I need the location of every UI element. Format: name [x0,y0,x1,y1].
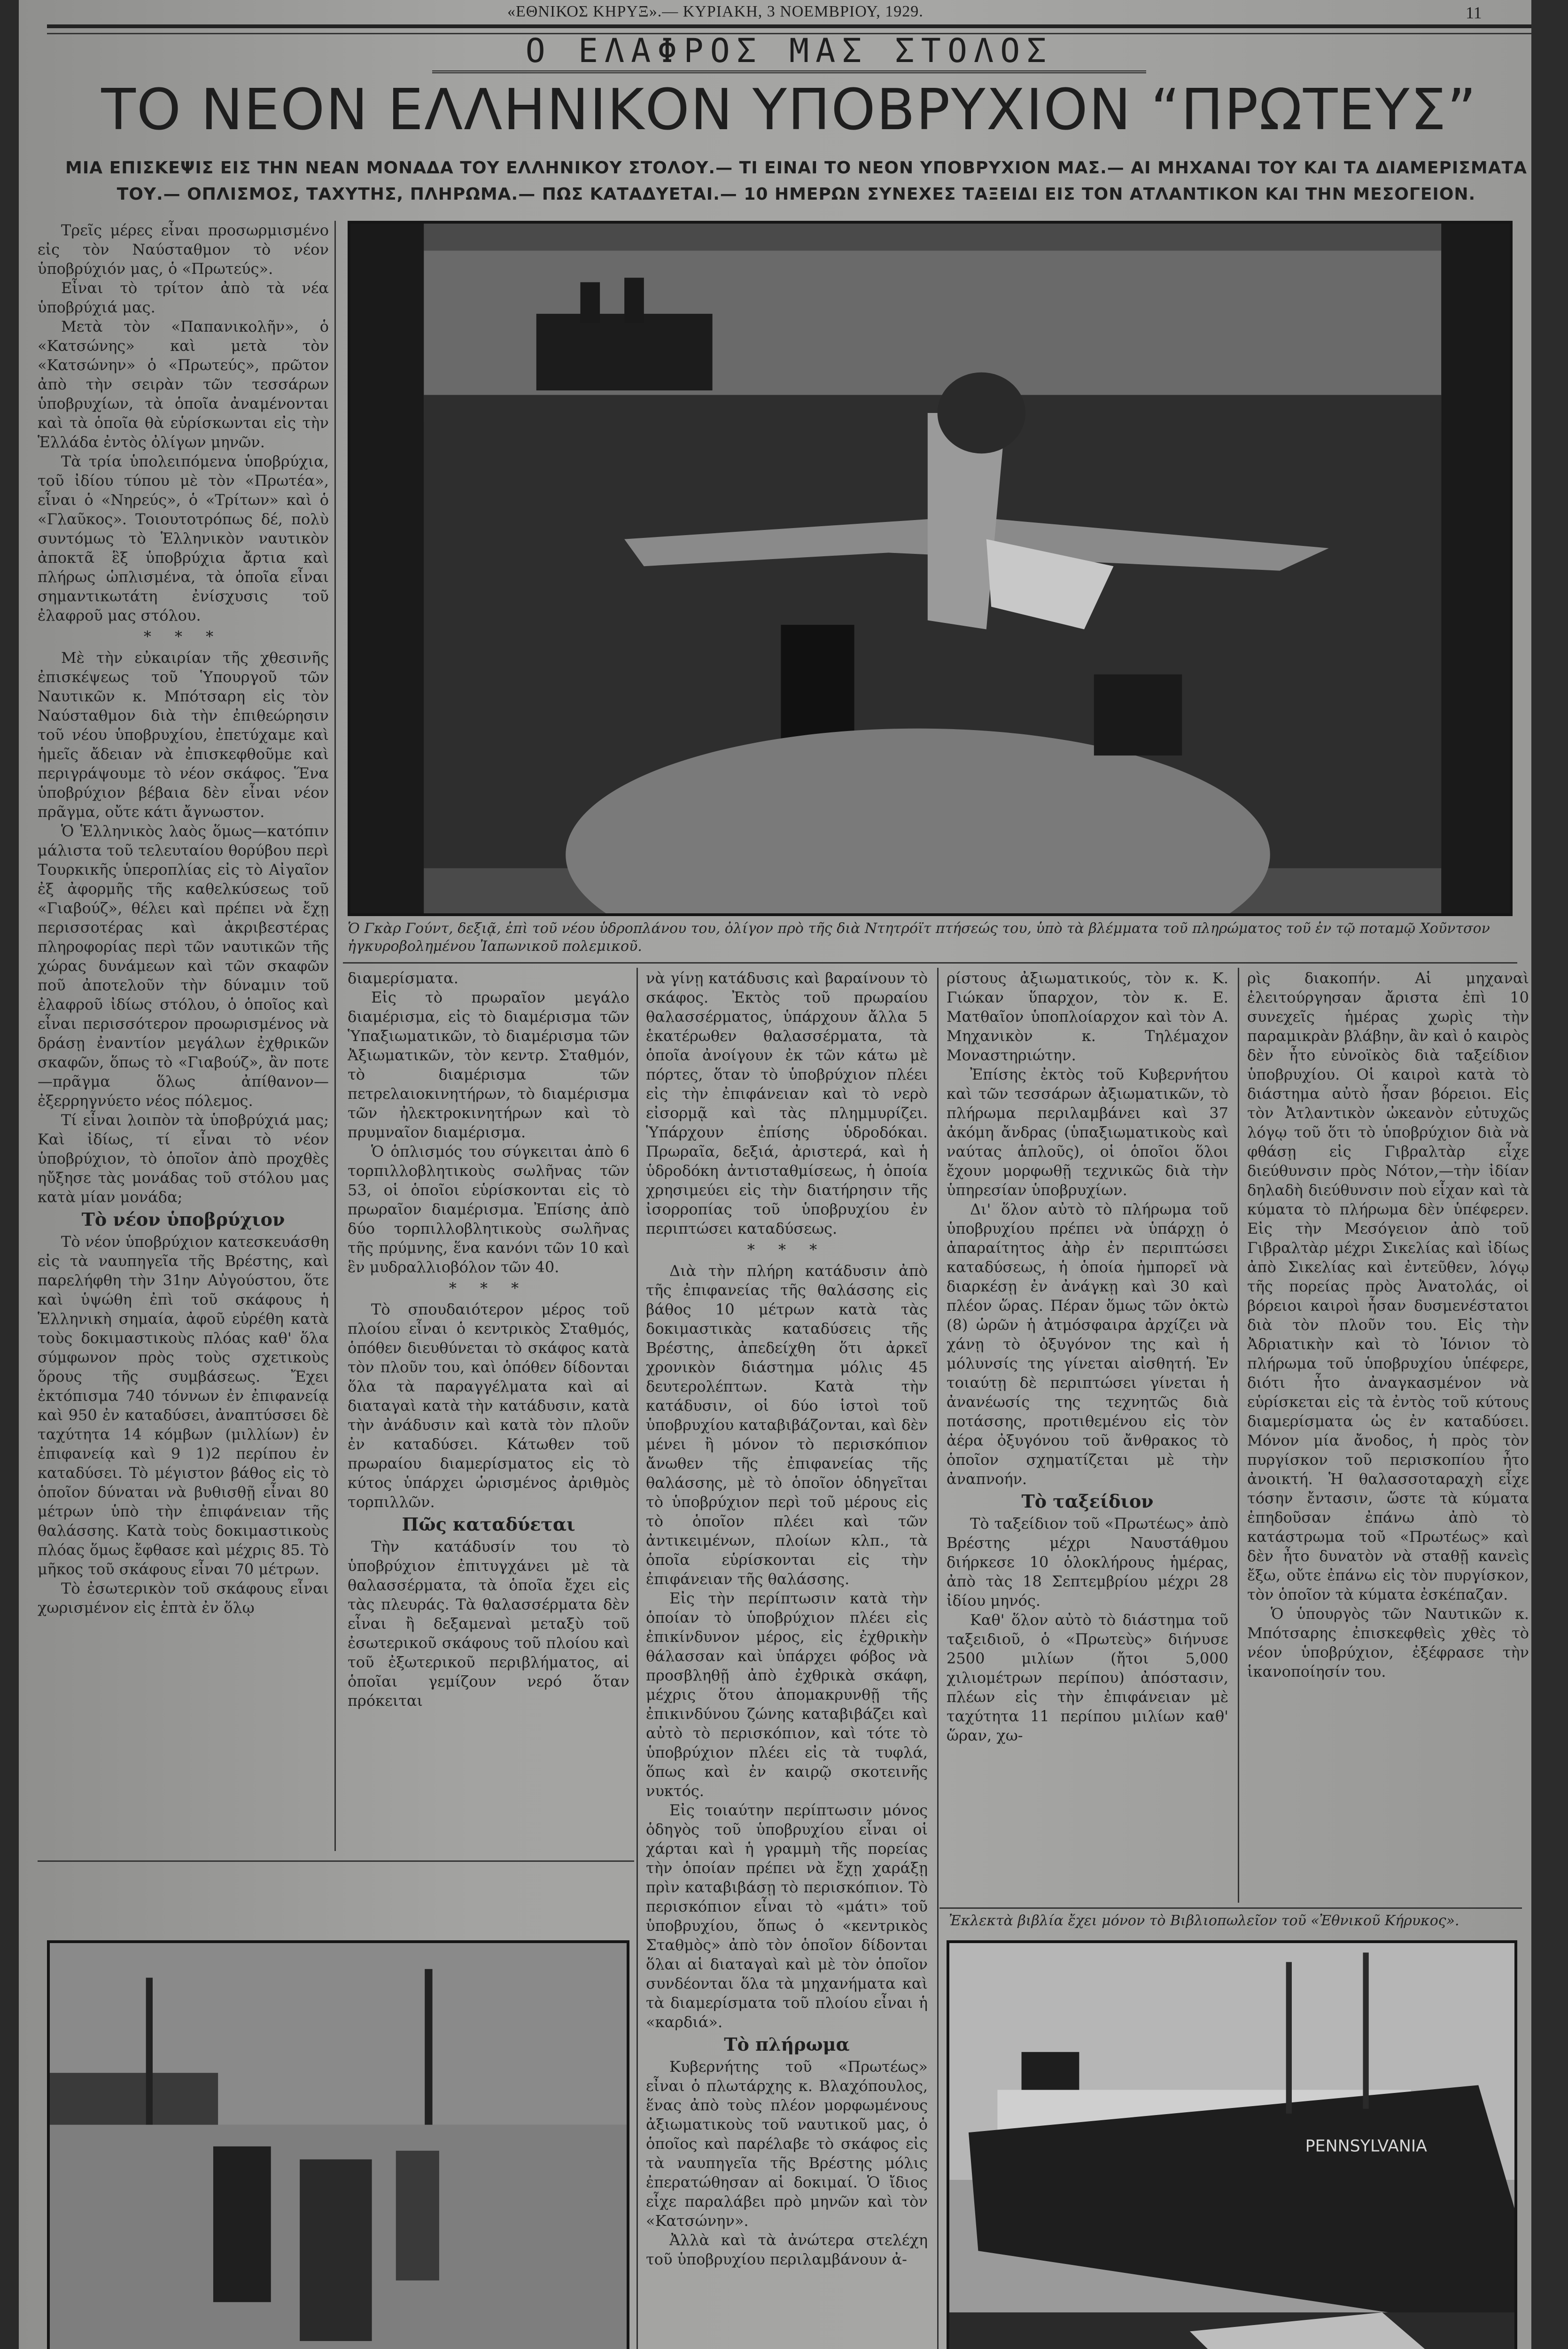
section-separator: * * * [449,1279,528,1297]
masthead: «ΕΘΝΙΚΟΣ ΚΗΡΥΞ».— ΚΥΡΙΑΚΗ, 3 ΝΟΕΜΒΡΙΟΥ, 1929. [507,3,924,20]
kicker: Ο ΕΛΑΦΡΟΣ ΜΑΣ ΣΤΟΛΟΣ [432,31,1146,73]
bookstore-notice: Ἐκλεκτὰ βιβλία ἔχει μόνον τὸ Βιβλιοπωλεῖον τοῦ «Ἐθνικοῦ Κήρυκος». [949,1913,1459,1929]
photo-caption-top: Ὁ Γκὰρ Γούντ, δεξιᾷ, ἐπὶ τοῦ νέου ὑδροπλάνου του, ὀλίγον πρὸ τῆς διὰ Ντητρόϊτ πτήσεώς του, ὑπὸ τὰ βλέμματα τοῦ πληρώματος τοῦ ἐν τῷ ποταμῷ Χοῦντσον ἠγκυροβολημένου Ἰαπωνικοῦ πολεμικοῦ. [348,920,1490,955]
paragraph: Εἰς τοιαύτην περίπτωσιν μόνος ὁδηγὸς τοῦ ὑποβρυχίου εἶναι οἱ χάρται καὶ ἡ γραμμὴ τῆς πορείας τὴν ὁποίαν πρέπει νὰ ἔχῃ χαράξῃ πρὶν καταβιβάσῃ τὸ περισκόπιον. Τὸ περισκόπιον εἶναι τὸ «μάτι» τοῦ ὑποβρυχίου, ὅπως ὁ «κεντρικὸς Σταθμὸς» ἀπὸ τὸν ὁποῖον δίδονται ὅλαι αἱ διαταγαὶ καὶ μὲ τὸν ὁποῖον συνδέονται ὅλα τὰ μηχανήματα καὶ τὰ διαμερίσματα τοῦ πλοίου εἶναι ἡ «καρδιά». [646,1801,928,2031]
section-separator: * * * [747,1241,827,1259]
paragraph: Τὸ ἐσωτερικὸν τοῦ σκάφους εἶναι χωρισμένον εἰς ἑπτὰ ἐν ὅλῳ [38,1579,329,1617]
paragraph: Εἰς τὸ πρωραῖον μεγάλο διαμέρισμα, εἰς τὸ διαμέρισμα τῶν Ὑπαξιωματικῶν, τὸ διαμέρισμα τῶν Ἀξιωματικῶν, τὸν κεντρ. Σταθμόν, τὸ διαμέρισμα τῶν πετρελαιοκινητήρων, τὸ διαμέρισμα τῶν ἠλεκτροκινητήρων καὶ τὸ πρυμναῖον διαμέρισμα. [348,988,629,1141]
photo-liner-pennsylvania [947,1940,1517,2349]
section-rule [38,1860,634,1862]
photo-seaplane [348,221,1513,916]
scan-border [1531,0,1568,2349]
section-rule [343,962,1517,964]
section-separator: * * * [143,628,223,646]
seaplane-photo-illustration [350,224,1510,913]
subheading: Τὸ πλήρωμα [724,2034,850,2055]
paragraph: Τρεῖς μέρες εἶναι προσωρμισμένο εἰς τὸν Ναύσταθμον τὸ νέον ὑποβρύχιόν μας, ὁ «Πρωτεύς». [38,221,329,278]
paragraph: Τὰ τρία ὑπολειπόμενα ὑποβρύχια, τοῦ ἰδίου τύπου μὲ τὸν «Πρωτέα», εἶναι ὁ «Νηρεύς», ὁ «Τρίτων» καὶ ὁ «Γλαῦκος». Τοιουτοτρόπως δέ, πολὺ συντόμως τὸ Ἑλληνικὸν ναυτικὸν ἀποκτᾶ ἓξ ὑποβρύχια ἄρτια καὶ πλήρως ὡπλισμένα, τὰ ὁποῖα εἶναι σημαντικωτάτη ἐνίσχυσις τοῦ ἐλαφροῦ μας στόλου. [38,452,329,624]
page-number: 11 [1466,3,1482,22]
paragraph: Ἀλλὰ καὶ τὰ ἀνώτερα στελέχη τοῦ ὑποβρυχίου περιλαμβάνουν ἀ- [646,2231,928,2268]
paragraph: Τὸ σπουδαιότερον μέρος τοῦ πλοίου εἶναι ὁ κεντρικὸς Σταθμός, ὁπόθεν διευθύνεται τὸ σκάφος κατὰ τὸν πλοῦν του, καὶ ὁπόθεν δίδονται ὅλα τὰ παραγγέλματα καὶ αἱ διαταγαὶ κατὰ τὴν κατάδυσιν, κατὰ τὴν ἀνάδυσιν καὶ κατὰ τὸν πλοῦν ἐν καταδύσει. Κάτωθεν τοῦ πρωραίου διαμερίσματος εἰς τὸ κύτος ὑπάρχει ὡρισμένος ἀριθμὸς τορπιλλῶν. [348,1300,629,1511]
paragraph: Καθ' ὅλον αὐτὸ τὸ διάστημα τοῦ ταξειδιοῦ, ὁ «Πρωτεὺς» διήνυσε 2500 μιλίων (ἤτοι 5,000 χιλιομέτρων περίπου) ἀπόστασιν, πλέων εἰς τὴν ἐπιφάνειαν μὲ ταχύτητα 11 περίπου μιλίων καθ' ὥραν, χω- [947,1611,1228,1744]
headline: ΤΟ ΝΕΟΝ ΕΛΛΗΝΙΚΟΝ ΥΠΟΒΡΥΧΙΟΝ “ΠΡΩΤΕΥΣ” [101,78,1477,143]
paragraph: Ὁ Ἑλληνικὸς λαὸς ὅμως—κατόπιν μάλιστα τοῦ τελευταίου θορύβου περὶ Τουρκικῆς ὑπεροπλίας εἰς τὸ Αἰγαῖον ἐξ ἀφορμῆς τῆς καθελκύσεως τοῦ «Γιαβούζ», θέλει καὶ πρέπει νὰ ἔχῃ περισσοτέρας καὶ ἀκριβεστέρας πληροφορίας περὶ τῶν ναυτικῶν τῆς χώρας δυνάμεων καὶ τῶν σκαφῶν ποῦ ἀποτελοῦν τὴν δύναμιν τοῦ ἐλαφροῦ ἰδίως στόλου, ὁ ὁποῖος καὶ εἶναι περισσότερον προωρισμένος νὰ δράσῃ ἐναντίον μεγάλων ἐχθρικῶν σκαφῶν, ὅπως τὸ «Γιαβούζ», ἂν ποτε—πρᾶγμα ὅλως ἀπίθανον—ἐξερρηγνύετο νέος πόλεμος. [38,822,329,1110]
paragraph: Δι' ὅλον αὐτὸ τὸ πλήρωμα τοῦ ὑποβρυχίου πρέπει νὰ ὑπάρχῃ ὁ ἀπαραίτητος ἀὴρ ἐν περιπτώσει καταδύσεως, ἡ ὁποία ἠμπορεῖ νὰ διαρκέσῃ ἐν ἀνάγκῃ καὶ 30 καὶ πλέον ὥρας. Πέραν ὅμως τῶν ὀκτὼ (8) ὡρῶν ἡ ἀτμόσφαιρα ἀρχίζει νὰ χάνῃ τὸ ὀξυγόνον της καὶ ἡ μόλυνσίς της γίνεται αἰσθητή. Ἐν τοιαύτῃ δὲ περιπτώσει γίνεται ἡ ἀνανέωσίς της τεχνητῶς διὰ ποτάσσης, προτιθεμένου εἰς τὸν ἀέρα ὀξυγόνου τοῦ ἄνθρακος τὸ ὁποῖον σχηματίζεται μὲ τὴν ἀναπνοήν. [947,1200,1228,1488]
paragraph: Κυβερνήτης τοῦ «Πρωτέως» εἶναι ὁ πλωτάρχης κ. Βλαχόπουλος, ἕνας ἀπὸ τοὺς πλέον μορφωμένους ἀξιωματικοὺς τοῦ ναυτικοῦ μας, ὁ ὁποῖος καὶ παρέλαβε τὸ σκάφος εἰς τὰ ναυπηγεῖα τῆς Βρέστης μόλις ἐπερατώθησαν αἱ δοκιμαί. Ὁ ἴδιος εἶχε παραλάβει πρὸ μηνῶν καὶ τὸν «Κατσώνην». [646,2058,928,2230]
subheading: Τὸ ταξείδιον [1021,1491,1154,1512]
paragraph: Ἐπίσης ἐκτὸς τοῦ Κυβερνήτου καὶ τῶν τεσσάρων ἀξιωματικῶν, τὸ πλήρωμα περιλαμβάνει καὶ 37 ἀκόμη ἄνδρας (ὑπαξιωματικοὺς καὶ ναύτας ἁπλοῦς), οἱ ὁποῖοι ὅλοι ἔχουν μορφωθῇ τεχνικῶς διὰ τὴν ὑπηρεσίαν ὑποβρυχίων. [947,1066,1228,1199]
liner-photo-illustration [949,1943,1514,2349]
column-rule [1238,968,1239,1903]
paragraph: Τὸ νέον ὑποβρύχιον κατεσκευάσθη εἰς τὰ ναυπηγεῖα τῆς Βρέστης, καὶ παρελήφθη τὴν 31ην Αὐγούστου, ὅτε καὶ ὑψώθη ἐπὶ τοῦ σκάφους ἡ Ἑλληνικὴ σημαία, ἀφοῦ εὑρέθη κατὰ τοὺς δοκιμαστικοὺς πλόας καθ' ὅλα σύμφωνον πρὸς τοὺς σχετικοὺς ὅρους τῆς συμβάσεως. Ἔχει ἐκτόπισμα 740 τόννων ἐν ἐπιφανείᾳ καὶ 950 ἐν καταδύσει, ἀναπτύσσει δὲ ταχύτητα 14 κόμβων (μιλλίων) ἐν ἐπιφανείᾳ καὶ 9 1)2 περίπου ἐν καταδύσει. Τὸ μέγιστον βάθος εἰς τὸ ὁποῖον δύναται νὰ βυθισθῇ εἶναι 80 μέτρων ὑπὸ τὴν ἐπιφάνειαν τῆς θαλάσσης. Κατὰ τοὺς δοκιμαστικοὺς πλόας ὅμως ἔφθασε καὶ μέχρις 85. Τὸ μῆκος τοῦ σκάφους εἶναι 70 μέτρων. [38,1233,329,1578]
paragraph: Μὲ τὴν εὐκαιρίαν τῆς χθεσινῆς ἐπισκέψεως τοῦ Ὑπουργοῦ τῶν Ναυτικῶν κ. Μπότσαρη εἰς τὸν Ναύσταθμον διὰ τὴν ἐπιθεώρησιν τοῦ νέου ὑποβρυχίου, ἐπετύχαμε καὶ ἡμεῖς ἄδειαν νὰ ἐπισκεφθοῦμε καὶ περιγράψουμε τὸ νέον σκάφος. Ἕνα ὑποβρύχιον βέβαια δὲν εἶναι νέον πρᾶγμα, οὔτε κάτι ἄγνωστον. [38,649,329,821]
paragraph: νὰ γίνῃ κατάδυσις καὶ βαραίνουν τὸ σκάφος. Ἐκτὸς τοῦ πρωραίου θαλασσέρματος, ὑπάρχουν ἄλλα 5 ἑκατέρωθεν θαλασσέρματα, τὰ ὁποῖα ἀνοίγουν ἐκ τῶν κάτω μὲ πόρτες, ὅταν τὸ ὑποβρύχιον πλέει εἰς τὴν ἐπιφάνειαν καὶ τὸ νερὸ εἰσορμᾷ καὶ τὰς πλημμυρίζει. Ὑπάρχουν ἐπίσης ὑδροδόκαι. Πρωραῖα, δεξιά, ἀριστερά, καὶ ἡ ὑδροδόκη ἀντισταθμίσεως, ἡ ὁποία χρησιμεύει εἰς τὴν διατήρησιν τῆς ἰσορροπίας τοῦ ὑποβρυχίου ἐν περιπτώσει καταδύσεως. [646,969,928,1237]
paragraph: Τὸ ταξείδιον τοῦ «Πρωτέως» ἀπὸ Βρέστης μέχρι Ναυστάθμου διήρκεσε 10 ὁλοκλήρους ἡμέρας, ἀπὸ τὰς 18 Σεπτεμβρίου μέχρι 28 ἰδίου μηνός. [947,1515,1228,1610]
column-rule [637,968,638,2349]
column-3 [646,969,928,2269]
paragraph: ρὶς διακοπήν. Αἱ μηχαναὶ ἐλειτούργησαν ἄριστα ἐπὶ 10 συνεχεῖς ἡμέρας χωρὶς τὴν παραμικρὰν βλάβην, ἂν καὶ ὁ καιρὸς δὲν ἦτο εὐνοϊκὸς διὰ ταξείδιον ὑποβρυχίου. Οἱ καιροὶ κατὰ τὸ διάστημα αὐτὸ ἦσαν βόρειοι. Εἰς τὸν Ἀτλαντικὸν ὠκεανὸν εὐτυχῶς λόγῳ τοῦ ὅτι τὸ ὑποβρύχιον διὰ νὰ φθάσῃ εἰς Γιβραλτὰρ εἶχε διεύθυνσιν πρὸς Νότον,—τὴν ἰδίαν δηλαδὴ διεύθυνσιν ποὺ εἶχαν καὶ τὰ κύματα τὸ πλήρωμα δὲν ὑπέφερεν. Εἰς τὴν Μεσόγειον ἀπὸ τοῦ Γιβραλτὰρ μέχρι Σικελίας καὶ ἰδίως ἀπὸ Σικελίας καὶ ἐντεῦθεν, λόγῳ τῆς πορείας πρὸς Ἀνατολάς, οἱ βόρειοι καιροὶ ἦσαν δυσμενέστατοι διὰ τὸν πλοῦν του. Εἰς τὴν Ἀδριατικὴν καὶ τὸ Ἰόνιον τὸ πλήρωμα τοῦ ὑποβρυχίου ὑπέφερε, διότι ἦτο ἀναγκασμένον νὰ εὑρίσκεται εἰς τὰ ἐντὸς τοῦ κύτους διαμερίσματα ὡς ἐν καταδύσει. Μόνον μία ἄνοδος, ἡ πρὸς τὸν πυργίσκον τοῦ περισκοπίου ἦτο ἀνοικτή. Ἡ θαλασσοταραχὴ εἶχε τόσην ἔντασιν, ὥστε τὰ κύματα ἐπηδοῦσαν ἐπάνω ἀπὸ τὸ κατάστρωμα τοῦ «Πρωτέως» καὶ δὲν ἦτο δυνατὸν νὰ σταθῇ κανεὶς ἔξω, οὔτε ἐπάνω εἰς τὸν πυργίσκον, τὸν ὁποῖον τὰ κύματα ἐσκέπαζαν. [1247,969,1529,1603]
paragraph: Μετὰ τὸν «Παπανικολῆν», ὁ «Κατσώνης» καὶ μετὰ τὸν «Κατσώνην» ὁ «Πρωτεύς», πρῶτον ἀπὸ τὴν σειρὰν τῶν τεσσάρων ὑποβρυχίων, τὰ ὁποῖα ἀναμένονται καὶ τὰ ὁποῖα θὰ εὑρίσκωνται εἰς τὴν Ἑλλάδα ἐντὸς ὀλίγων μηνῶν. [38,318,329,451]
column-2 [348,969,629,1711]
column-4 [947,969,1228,1745]
column-rule [334,221,336,1851]
flood-photo-illustration [50,1943,627,2349]
column-1 [38,221,329,1618]
column-rule [937,968,939,2349]
newspaper-page [19,0,1531,2349]
paragraph: Τί εἶναι λοιπὸν τὰ ὑποβρύχιά μας; Καὶ ἰδίως, τί εἶναι τὸ νέον ὑποβρύχιον, τὸ ὁποῖον ἀπὸ προχθὲς ηὔξησε τὰς μονάδας τοῦ στόλου μας κατὰ μίαν μονάδα; [38,1111,329,1206]
subheading: Τὸ νέον ὑποβρύχιον [81,1209,285,1230]
column-5 [1247,969,1529,1681]
paragraph: Διὰ τὴν πλήρη κατάδυσιν ἀπὸ τῆς ἐπιφανείας τῆς θαλάσσης εἰς βάθος 10 μέτρων κατὰ τὰς δοκιμαστικὰς καταδύσεις τῆς Βρέστης, ἀπεδείχθη ὅτι ἀρκεῖ χρονικὸν διάστημα μόλις 45 δευτερολέπτων. Κατὰ τὴν κατάδυσιν, οἱ δύο ἱστοὶ τοῦ ὑποβρυχίου καταβιβάζονται, καὶ δὲν μένει ἢ μόνον τὸ περισκόπιον ἄνωθεν τῆς ἐπιφανείας τῆς θαλάσσης, μὲ τὸ ὁποῖον ὁδηγεῖται τὸ ὑποβρύχιον περὶ τοῦ μέρους εἰς τὸ ὁποῖον πλέει καὶ τῶν ἀντικειμένων, πλοίων κλπ., τὰ ὁποῖα εὑρίσκονται εἰς τὴν ἐπιφάνειαν τῆς θαλάσσης. [646,1262,928,1588]
photo-miami-flood [47,1940,629,2349]
paragraph: Ὁ ὁπλισμός του σύγκειται ἀπὸ 6 τορπιλλοβλητικοὺς σωλῆνας τῶν 53, οἱ ὁποῖοι εὑρίσκονται εἰς τὸ πρωραῖον διαμέρισμα. Ἐπίσης ἀπὸ δύο τορπιλλοβλητικοὺς σωλῆνας τῆς πρύμνης, ἕνα κανόνι τῶν 10 καὶ ἓν μυδραλλιοβόλον τῶν 40. [348,1143,629,1276]
paragraph: Τὴν κατάδυσίν του τὸ ὑποβρύχιον ἐπιτυγχάνει μὲ τὰ θαλασσέρματα, τὰ ὁποῖα ἔχει εἰς τὰς πλευράς. Τὰ θαλασσέρματα δὲν εἶναι ἢ δεξαμεναὶ μεταξὺ τοῦ ἐσωτερικοῦ σκάφους τοῦ πλοίου καὶ τοῦ ἐξωτερικοῦ περιβλήματος, αἱ ὁποῖαι γεμίζουν νερό ὅταν πρόκειται [348,1538,629,1710]
paragraph: ρίστους ἀξιωματικούς, τὸν κ. Κ. Γιώκαν ὕπαρχον, τὸν κ. Ε. Ματθαῖον ὑποπλοίαρχον καὶ τὸν Α. Μηχανικὸν κ. Τηλέμαχον Μοναστηριώτην. [947,969,1228,1064]
paragraph: Ὁ ὑπουργὸς τῶν Ναυτικῶν κ. Μπότσαρης ἐπισκεφθεὶς χθὲς τὸ νέον ὑποβρύχιον, ἐξέφρασε τὴν ἱκανοποίησίν του. [1247,1605,1529,1680]
deck: ΜΙΑ ΕΠΙΣΚΕΨΙΣ ΕΙΣ ΤΗΝ ΝΕΑΝ ΜΟΝΑΔΑ ΤΟΥ ΕΛΛΗΝΙΚΟΥ ΣΤΟΛΟΥ.— ΤΙ ΕΙΝΑΙ ΤΟ ΝΕΟΝ ΥΠΟΒΡΥΧΙΟΝ ΜΑΣ.— ΑΙ ΜΗΧΑΝΑΙ ΤΟΥ ΚΑΙ ΤΑ ΔΙΑΜΕΡΙΣΜΑΤΑ ΤΟΥ.— ΟΠΛΙΣΜΟΣ, ΤΑΧΥΤΗΣ, ΠΛΗΡΩΜΑ.— ΠΩΣ ΚΑΤΑΔΥΕΤΑΙ.— 10 ΗΜΕΡΩΝ ΣΥΝΕΧΕΣ ΤΑΞΕΙΔΙ ΕΙΣ ΤΟΝ ΑΤΛΑΝΤΙΚΟΝ ΚΑΙ ΤΗΝ ΜΕΣΟΓΕΙΟΝ. [65,158,1527,204]
paragraph: διαμερίσματα. [348,969,458,987]
subheading: Πῶς καταδύεται [402,1514,575,1535]
paragraph: Εἶναι τὸ τρίτον ἀπὸ τὰ νέα ὑποβρύχιά μας. [38,279,329,316]
ship-name: PENNSYLVANIA [1305,2137,1427,2156]
notice-rule [939,1907,1522,1909]
paragraph: Εἰς τὴν περίπτωσιν κατὰ τὴν ὁποίαν τὸ ὑποβρύχιον πλέει εἰς ἐπικίνδυνον μέρος, εἰς ἐχθρικὴν θάλασσαν καὶ ὑπάρχει φόβος νὰ προσβληθῇ ἀπὸ ἐχθρικὰ σκάφη, μέχρις ὅτου ἀπομακρυνθῇ τῆς ἐπικινδύνου ζώνης καταβιβάζει καὶ αὐτὸ τὸ περισκόπιον, καὶ τότε τὸ ὑποβρύχιον πλέει εἰς τὰ τυφλά, ὅπως καὶ ἐν καιρῷ σκοτεινῆς νυκτός. [646,1589,928,1800]
